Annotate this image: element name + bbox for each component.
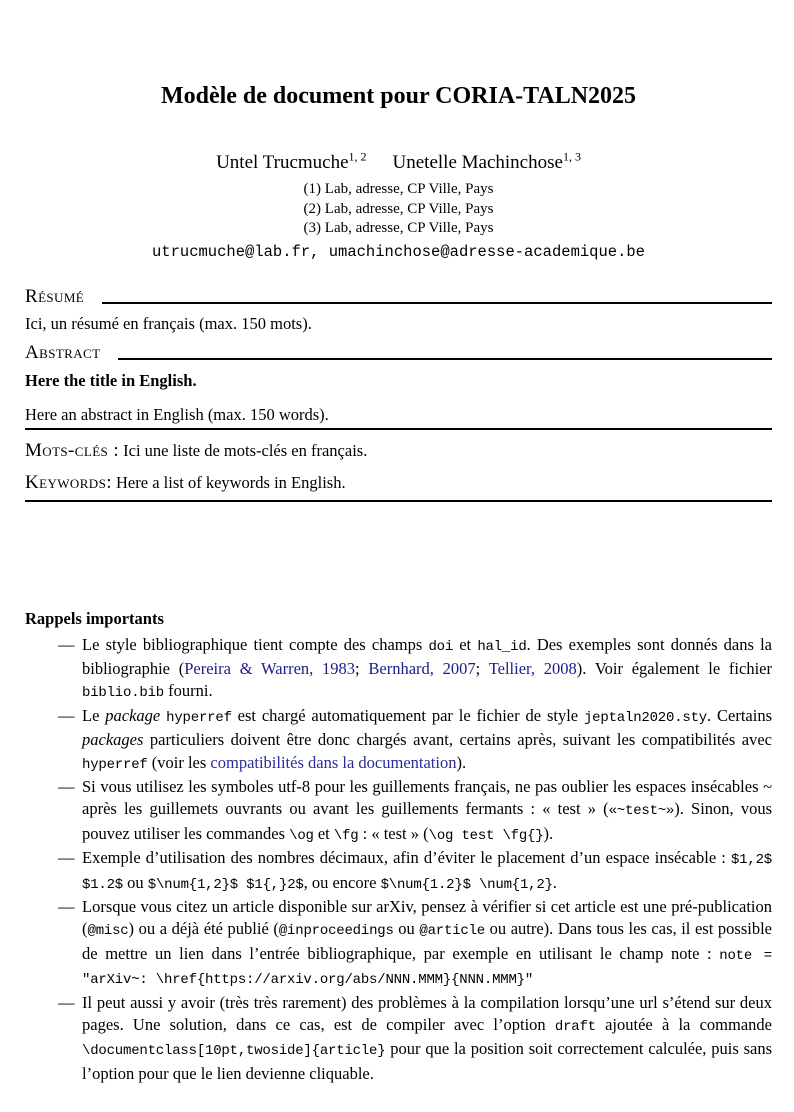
motscles-heading-label: Mots-clés : <box>25 439 119 461</box>
text-segment: @article <box>419 923 486 940</box>
text-segment: et <box>313 823 334 843</box>
affiliation-line: (1) Lab, adresse, CP Ville, Pays <box>303 181 494 197</box>
list-item <box>25 634 772 705</box>
text-segment: $\num{1,2}$ $1{,}2$ <box>147 876 304 893</box>
author-affiliation-superscript: 1, 3 <box>562 149 581 164</box>
text-segment: @inproceedings <box>278 923 394 940</box>
text-segment: $\num{1.2}$ \num{1,2} <box>380 876 553 893</box>
author-affiliation-superscript: 1, 2 <box>348 149 367 164</box>
keywords-text: Here a list of keywords in English. <box>116 472 346 492</box>
citation-link[interactable]: Pereira & Warren, 1983 <box>184 658 356 678</box>
text-segment: biblio.bib <box>82 685 165 702</box>
keywords-line <box>25 470 772 502</box>
list-item-text <box>82 896 772 992</box>
text-segment: @misc <box>87 923 129 940</box>
keywords-heading-label: Keywords: <box>25 471 112 493</box>
list-item-dash: — <box>58 992 75 1012</box>
resume-heading-rule <box>102 302 772 304</box>
abstract-english-title: Here the title in English. <box>25 370 197 390</box>
text-segment: : « test » ( <box>358 823 429 843</box>
text-segment: est chargé automatiquement par le fichier de style <box>231 705 584 725</box>
list-item-dash: — <box>58 776 75 796</box>
text-segment: hyperref <box>82 756 148 773</box>
list-item <box>25 896 772 992</box>
text-segment: Il peut aussi y avoir (très très rarement) des problèmes à la compilation lorsqu’une url s’étend sur deux pages. Une solution, dans ce cas, est de compiler avec l’option <box>82 992 772 1034</box>
author-name: Untel Trucmuche$^{1, 2}$ <box>216 149 367 173</box>
text-segment: hyperref <box>166 709 232 726</box>
rappels-list <box>25 634 772 1086</box>
text-segment: pour que la position soit correctement calculée, puis sans l’option pour que le lien devienne cliquable. <box>82 1039 772 1083</box>
abstract-heading-label: Abstract <box>25 341 101 363</box>
list-item-text <box>82 776 772 847</box>
abstract-heading-rule <box>118 358 772 360</box>
text-segment: fourni. <box>164 681 213 701</box>
text-segment: , ou encore <box>303 872 381 892</box>
text-segment: . Des exemples sont donnés dans la bibliographie ( <box>82 634 772 678</box>
text-segment: ) ou a déjà été publié ( <box>128 919 279 939</box>
text-segment: \fg <box>333 827 359 844</box>
text-segment: doi <box>428 638 454 655</box>
abstract-text: Here an abstract in English (max. 150 words). <box>25 404 772 430</box>
text-segment: ). Sinon, vous pouvez utiliser les commandes <box>82 799 772 843</box>
text-segment: $1,2$ $1.2$ <box>82 852 772 893</box>
text-segment: \og <box>289 827 314 844</box>
text-segment: package <box>105 705 161 725</box>
text-segment: ajoutée à la commande <box>595 1015 772 1034</box>
page-title: Modèle de document pour CORIA-TALN2025 <box>160 83 637 109</box>
email-line: utrucmuche@lab.fr, umachinchose@adresse-academique.be <box>152 242 645 261</box>
text-segment: ). <box>543 823 554 843</box>
text-segment: \og test \fg{} <box>428 827 544 844</box>
list-item <box>25 705 772 776</box>
text-segment: ; <box>475 658 489 678</box>
text-segment: (voir les <box>147 752 211 772</box>
list-item-dash: — <box>58 848 75 868</box>
list-item-text <box>82 992 772 1086</box>
text-segment: ou <box>123 872 148 892</box>
list-item-text <box>82 847 772 896</box>
text-segment: draft <box>554 1019 596 1035</box>
affiliation-line: (3) Lab, adresse, CP Ville, Pays <box>303 220 494 236</box>
abstract-section-heading <box>25 342 772 364</box>
text-segment: Si vous utilisez les symboles utf-8 pour les guillements français, ne pas oublier les espaces insécables ~ après les guillemets ouvrants ou avant les guillements fermants : « test » ( <box>82 776 772 819</box>
text-segment: et <box>453 634 478 654</box>
text-segment: . <box>552 872 557 892</box>
list-item-dash: — <box>58 634 75 654</box>
text-segment: «~test~» <box>608 803 675 820</box>
text-segment: ). Voir également le fichier <box>576 658 772 678</box>
text-segment: Le <box>82 705 106 725</box>
text-segment: \documentclass[10pt,twoside]{article} <box>82 1043 386 1060</box>
rappels-heading: Rappels importants <box>25 608 164 628</box>
motscles-text: Ici une liste de mots-clés en français. <box>123 440 368 460</box>
list-item-dash: — <box>58 896 75 916</box>
affiliations-block <box>25 180 772 239</box>
resume-heading-label: Résumé <box>25 285 85 307</box>
list-item <box>25 776 772 847</box>
list-item <box>25 992 772 1086</box>
citation-link[interactable]: Bernhard, 2007 <box>368 658 476 678</box>
text-segment: Lorsque vous citez un article disponible sur arXiv, pensez à vérifier si cet article est une pré-publication ( <box>82 896 772 939</box>
resume-section-heading <box>25 286 772 308</box>
text-segment: ou autre). Dans tous les cas, il est possible de mettre un lien dans l’entrée bibliographique, par exemple en utilisant le champ note : <box>82 919 772 963</box>
affiliation-line: (2) Lab, adresse, CP Ville, Pays <box>303 200 494 217</box>
list-item-text <box>82 705 772 776</box>
citation-link[interactable]: Tellier, 2008 <box>488 658 577 678</box>
text-segment: hal_id <box>477 638 527 655</box>
text-segment: packages <box>82 730 144 750</box>
text-segment: note = "arXiv~: \href{https://arxiv.org/abs/NNN.MMM}{NNN.MMM}" <box>82 947 772 989</box>
text-segment: Le style bibliographique tient compte des champs <box>82 634 429 654</box>
list-item-dash: — <box>58 705 75 725</box>
text-segment: Exemple d’utilisation des nombres décimaux, afin d’éviter le placement d’un espace insécable : <box>82 848 731 868</box>
text-segment: ou <box>393 919 420 939</box>
list-item-text <box>82 634 772 705</box>
resume-text: Ici, un résumé en français (max. 150 mots). <box>25 313 312 333</box>
author-name: Unetelle Machinchose$^{1, 3}$ <box>392 149 581 173</box>
text-segment: particuliers doivent être donc chargés avant, certains après, suivant les compatibilités avec <box>143 730 772 750</box>
text-segment: jeptaln2020.sty <box>583 709 708 726</box>
authors-line <box>25 151 772 175</box>
list-item <box>25 847 772 896</box>
documentation-hyperlink[interactable]: compatibilités dans la documentation <box>210 752 457 772</box>
text-segment: . Certains <box>707 705 773 725</box>
text-segment: ). <box>456 752 467 772</box>
text-segment: ; <box>355 658 369 678</box>
motscles-line <box>25 438 772 463</box>
